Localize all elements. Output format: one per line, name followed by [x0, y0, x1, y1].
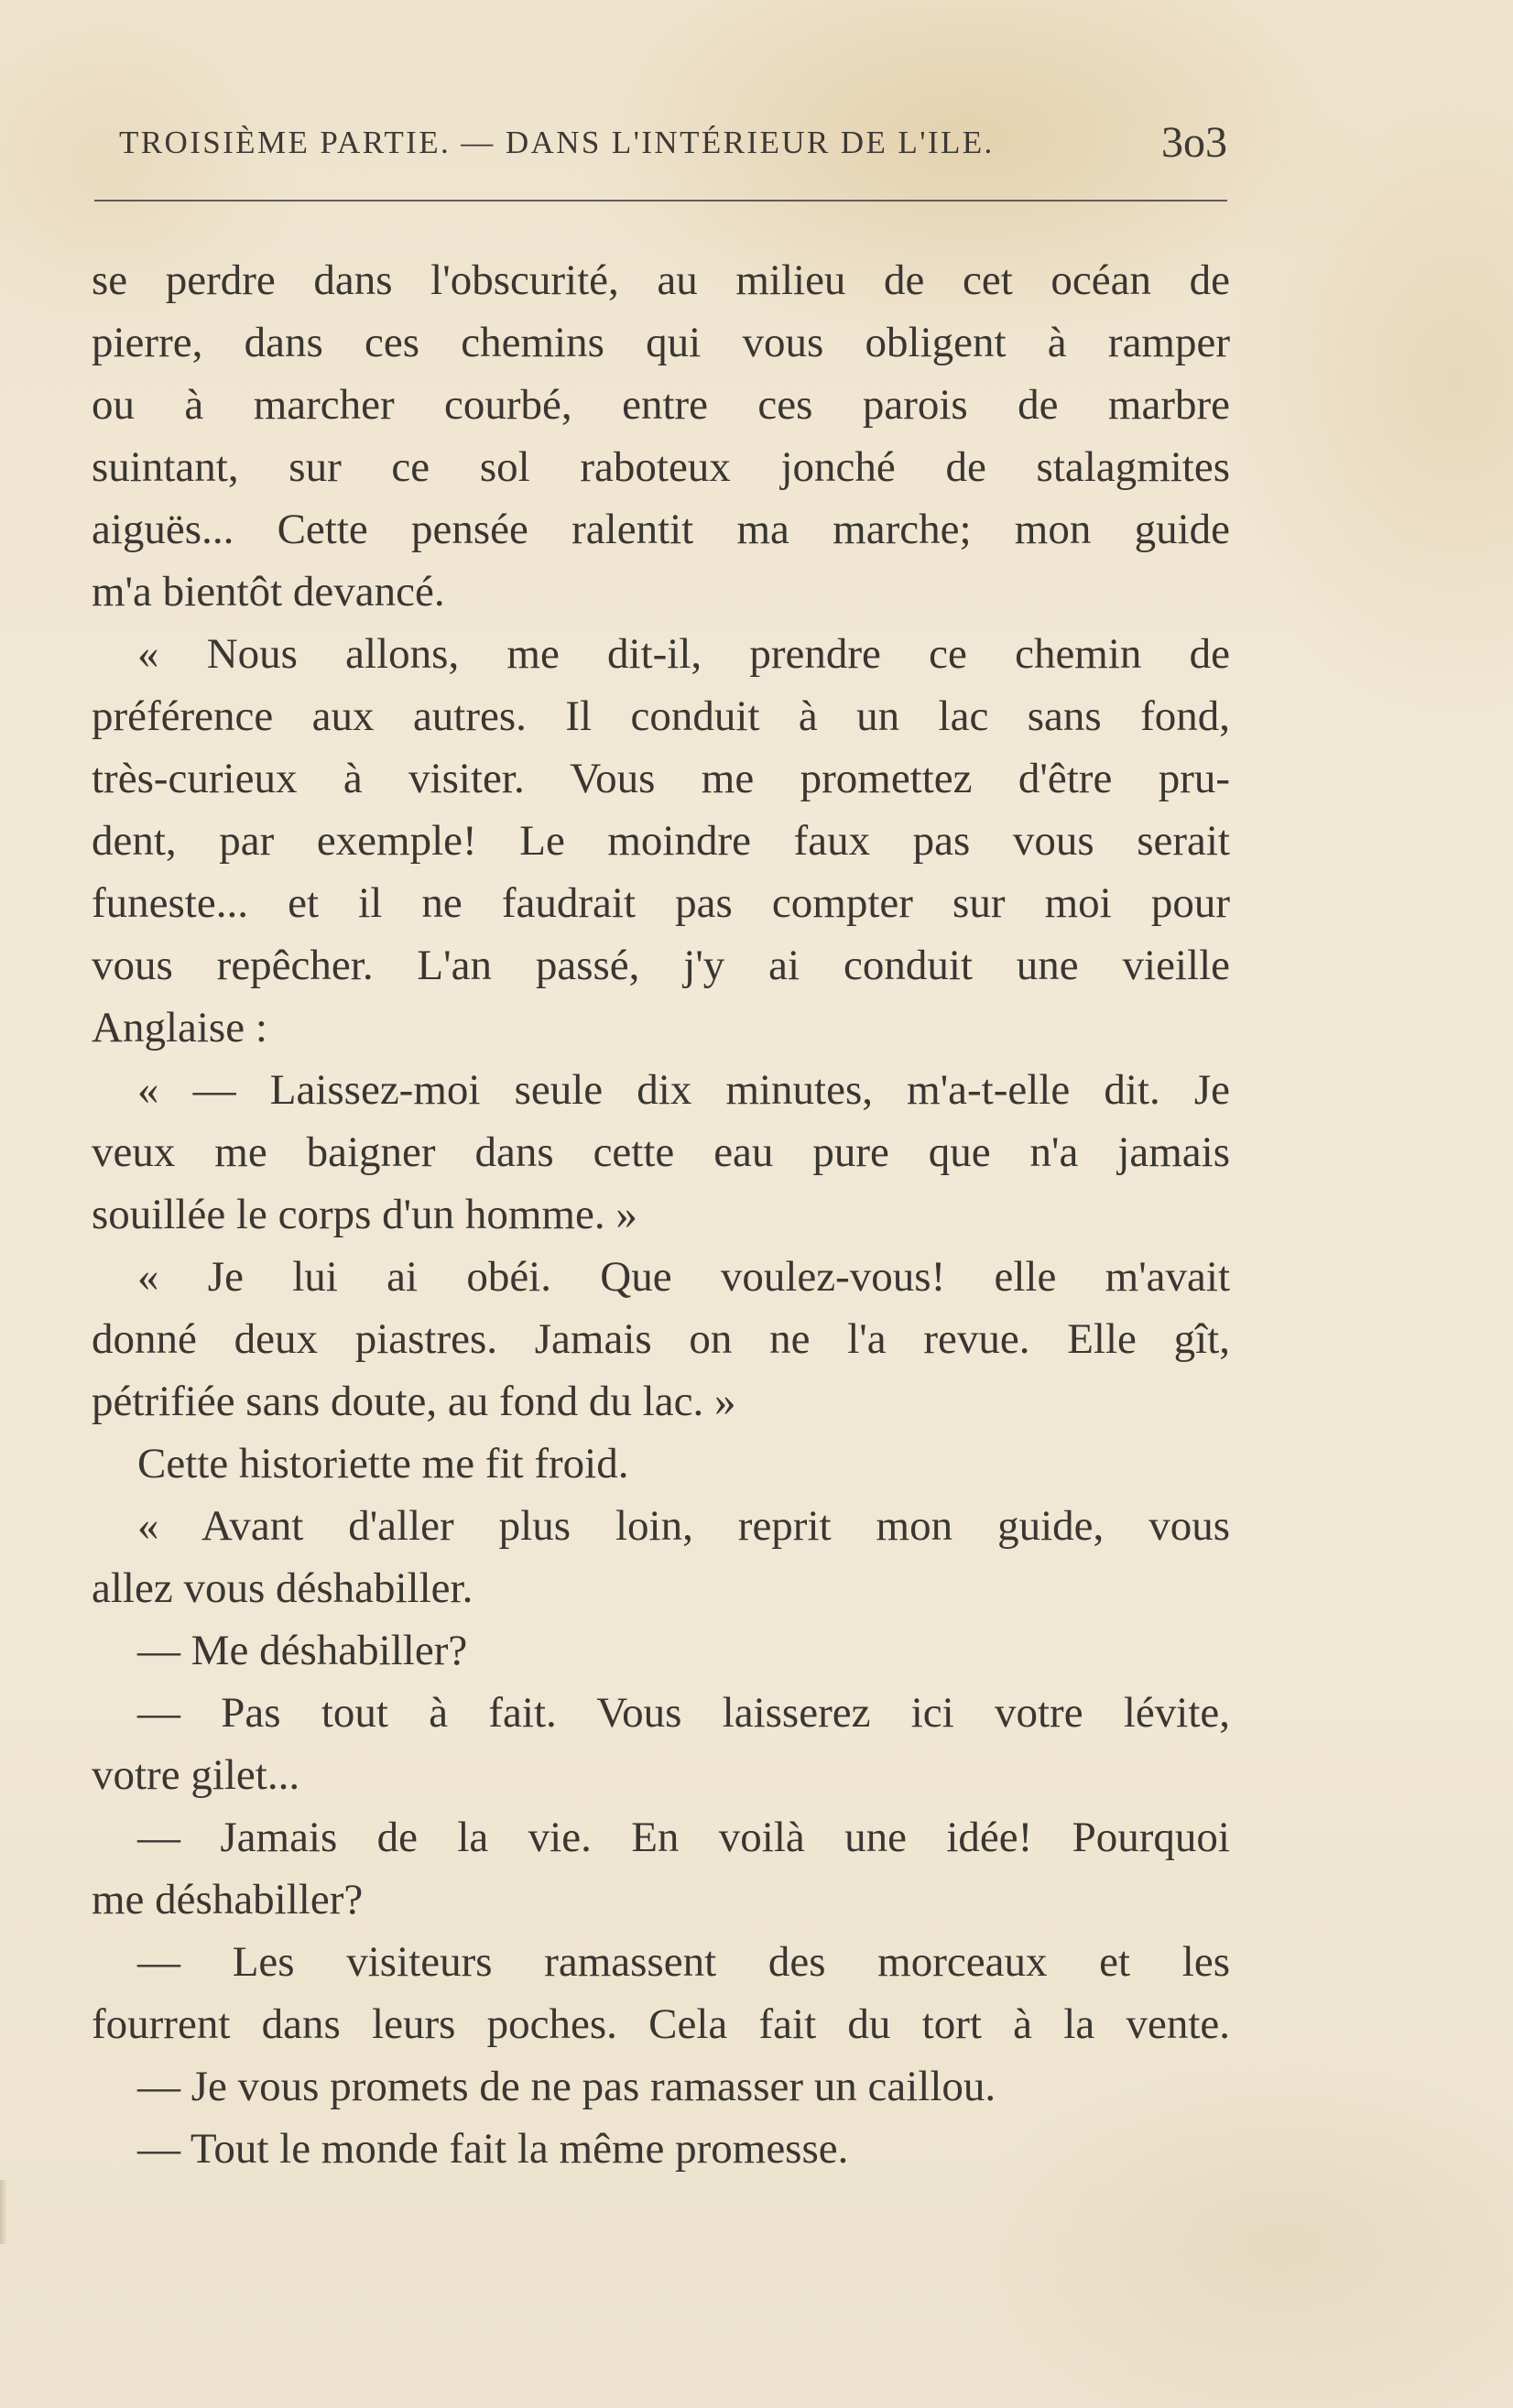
text-line: — Me déshabiller? — [137, 1627, 468, 1674]
text-line: Anglaise : — [92, 1004, 267, 1051]
text-line: pierre, dans ces chemins qui vous obligent à ramper — [92, 319, 1230, 366]
page-edge-shadow — [0, 2180, 7, 2244]
header-rule — [94, 200, 1227, 202]
text-line: « Nous allons, me dit-il, prendre ce chemin de — [137, 630, 1230, 678]
text-line: se perdre dans l'obscurité, au milieu de cet océan de — [92, 256, 1230, 304]
text-line: — Pas tout à fait. Vous laisserez ici votre lévite, — [137, 1689, 1230, 1737]
text-line: — Je vous promets de ne pas ramasser un caillou. — [137, 2063, 996, 2110]
text-line: vous repêcher. L'an passé, j'y ai conduit une vieille — [92, 942, 1230, 989]
text-line: suintant, sur ce sol raboteux jonché de stalagmites — [92, 443, 1230, 491]
text-line: Cette historiette me fit froid. — [137, 1440, 629, 1487]
body-text — [92, 249, 1230, 2180]
text-line: aiguës... Cette pensée ralentit ma marche; mon guide — [92, 506, 1230, 553]
text-line: veux me baigner dans cette eau pure que n'a jamais — [92, 1128, 1230, 1176]
text-line: m'a bientôt devancé. — [92, 568, 445, 616]
text-line: — Les visiteurs ramassent des morceaux et les — [137, 1938, 1230, 1986]
text-line: « Je lui ai obéi. Que voulez-vous! elle m'avait — [137, 1253, 1230, 1301]
text-line: votre gilet... — [92, 1751, 300, 1799]
text-line: allez vous déshabiller. — [92, 1564, 473, 1612]
text-line: — Tout le monde fait la même promesse. — [137, 2125, 849, 2173]
text-line: me déshabiller? — [92, 1876, 364, 1923]
text-line: donné deux piastres. Jamais on ne l'a revue. Elle gît, — [92, 1315, 1230, 1363]
running-head — [119, 118, 1227, 180]
text-line: fourrent dans leurs poches. Cela fait du tort à la vente. — [92, 2000, 1230, 2048]
text-line: « — Laissez-moi seule dix minutes, m'a-t-elle dit. Je — [137, 1066, 1230, 1114]
text-line: souillée le corps d'un homme. » — [92, 1191, 637, 1238]
running-title: TROISIÈME PARTIE. — DANS L'INTÉRIEUR DE L'ILE. — [119, 125, 995, 160]
text-line: très-curieux à visiter. Vous me promettez d'être pru- — [92, 755, 1230, 802]
text-line: — Jamais de la vie. En voilà une idée! Pourquoi — [137, 1814, 1230, 1861]
text-line: « Avant d'aller plus loin, reprit mon guide, vous — [137, 1502, 1230, 1550]
text-line: dent, par exemple! Le moindre faux pas vous serait — [92, 817, 1230, 865]
text-line: préférence aux autres. Il conduit à un lac sans fond, — [92, 692, 1230, 740]
text-line: ou à marcher courbé, entre ces parois de marbre — [92, 381, 1230, 429]
text-line: pétrifiée sans doute, au fond du lac. » — [92, 1378, 736, 1425]
page-number: 3o3 — [1161, 118, 1227, 167]
text-line: funeste... et il ne faudrait pas compter sur moi pour — [92, 879, 1230, 927]
